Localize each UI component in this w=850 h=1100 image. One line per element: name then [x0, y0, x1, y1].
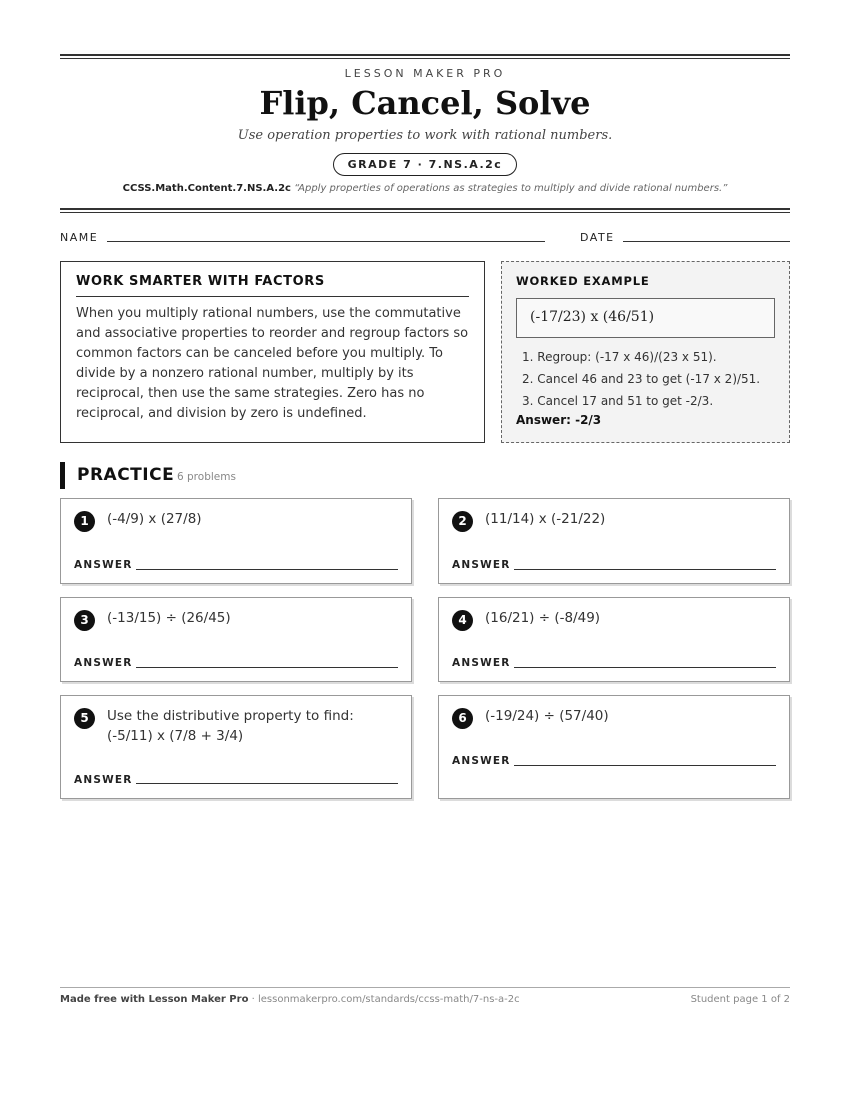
concept-body: When you multiply rational numbers, use the commutative and associative properties to reorder and regroup factors so common factors can be canceled before you multiply. To divide by a nonzero rational number, multiply by its reciprocal, then use the same strategies. Zero has no reciprocal, and division by zero is undefined.: [76, 306, 469, 421]
answer-label: ANSWER: [452, 657, 511, 669]
problem-card: [438, 695, 790, 799]
answer-field[interactable]: [136, 783, 398, 784]
problem-card: [438, 498, 790, 584]
problem-question: (-13/15) ÷ (26/45): [107, 610, 231, 626]
answer-field[interactable]: [514, 569, 776, 570]
problem-card: [60, 597, 412, 682]
problem-card: [60, 695, 412, 799]
worked-example-step: 1. Regroup: (-17 x 46)/(23 x 51).: [522, 350, 717, 364]
footer-page-number: Student page 1 of 2: [690, 994, 790, 1005]
answer-label: ANSWER: [74, 559, 133, 571]
standard-code: CCSS.Math.Content.7.NS.A.2c: [122, 183, 291, 194]
problem-number-badge: 1: [74, 511, 95, 532]
problem-number-badge: 6: [452, 708, 473, 729]
footer-url[interactable]: · lessonmakerpro.com/standards/ccss-math/7-ns-a-2c: [248, 994, 520, 1005]
problem-question: (11/14) x (-21/22): [485, 511, 606, 527]
answer-label: ANSWER: [452, 755, 511, 767]
answer-label: ANSWER: [452, 559, 511, 571]
standard-reference: [0, 183, 850, 194]
answer-field[interactable]: [514, 667, 776, 668]
standard-text: “Apply properties of operations as strategies to multiply and divide rational numbers.”: [294, 183, 728, 194]
problem-number-badge: 4: [452, 610, 473, 631]
answer-field[interactable]: [136, 569, 398, 570]
problem-card: [60, 498, 412, 584]
answer-label: ANSWER: [74, 657, 133, 669]
worked-example-steps: [516, 346, 775, 412]
problem-number-badge: 3: [74, 610, 95, 631]
worked-example-expression: (-17/23) x (46/51): [516, 298, 775, 338]
answer-label: ANSWER: [74, 774, 133, 786]
problem-question: (-4/9) x (27/8): [107, 511, 202, 527]
footer-made-with: Made free with Lesson Maker Pro: [60, 994, 249, 1005]
problem-question: (-19/24) ÷ (57/40): [485, 708, 609, 724]
name-field[interactable]: [107, 241, 545, 242]
date-label: DATE: [580, 231, 615, 244]
problem-question: Use the distributive property to find: (-5/11) x (7/8 + 3/4): [107, 708, 354, 744]
worked-example-step: 2. Cancel 46 and 23 to get (-17 x 2)/51.: [522, 372, 761, 386]
problem-card: [438, 597, 790, 682]
worked-example-box: [501, 261, 790, 443]
practice-count: 6 problems: [177, 471, 236, 483]
name-label: NAME: [60, 231, 99, 244]
top-double-rule: [60, 54, 790, 59]
answer-field[interactable]: [514, 765, 776, 766]
concept-heading: WORK SMARTER WITH FACTORS: [76, 274, 469, 297]
problem-question: (16/21) ÷ (-8/49): [485, 610, 601, 626]
concept-box: [60, 261, 485, 443]
worksheet-title: Flip, Cancel, Solve: [259, 84, 591, 122]
worked-example-answer: Answer: -2/3: [516, 413, 602, 427]
grade-badge: GRADE 7 · 7.NS.A.2c: [333, 153, 518, 176]
worked-example-step: 3. Cancel 17 and 51 to get -2/3.: [522, 394, 714, 408]
footer-credit: [60, 994, 520, 1005]
answer-field[interactable]: [136, 667, 398, 668]
worksheet-subtitle: Use operation properties to work with rational numbers.: [237, 128, 613, 143]
problem-number-badge: 2: [452, 511, 473, 532]
footer-rule: [60, 987, 790, 988]
practice-accent-bar: [60, 462, 65, 489]
header-bottom-rule: [60, 208, 790, 213]
brand-name: LESSON MAKER PRO: [344, 67, 506, 80]
practice-heading: PRACTICE: [77, 465, 175, 485]
problem-number-badge: 5: [74, 708, 95, 729]
worked-example-heading: WORKED EXAMPLE: [516, 274, 650, 288]
date-field[interactable]: [623, 241, 790, 242]
